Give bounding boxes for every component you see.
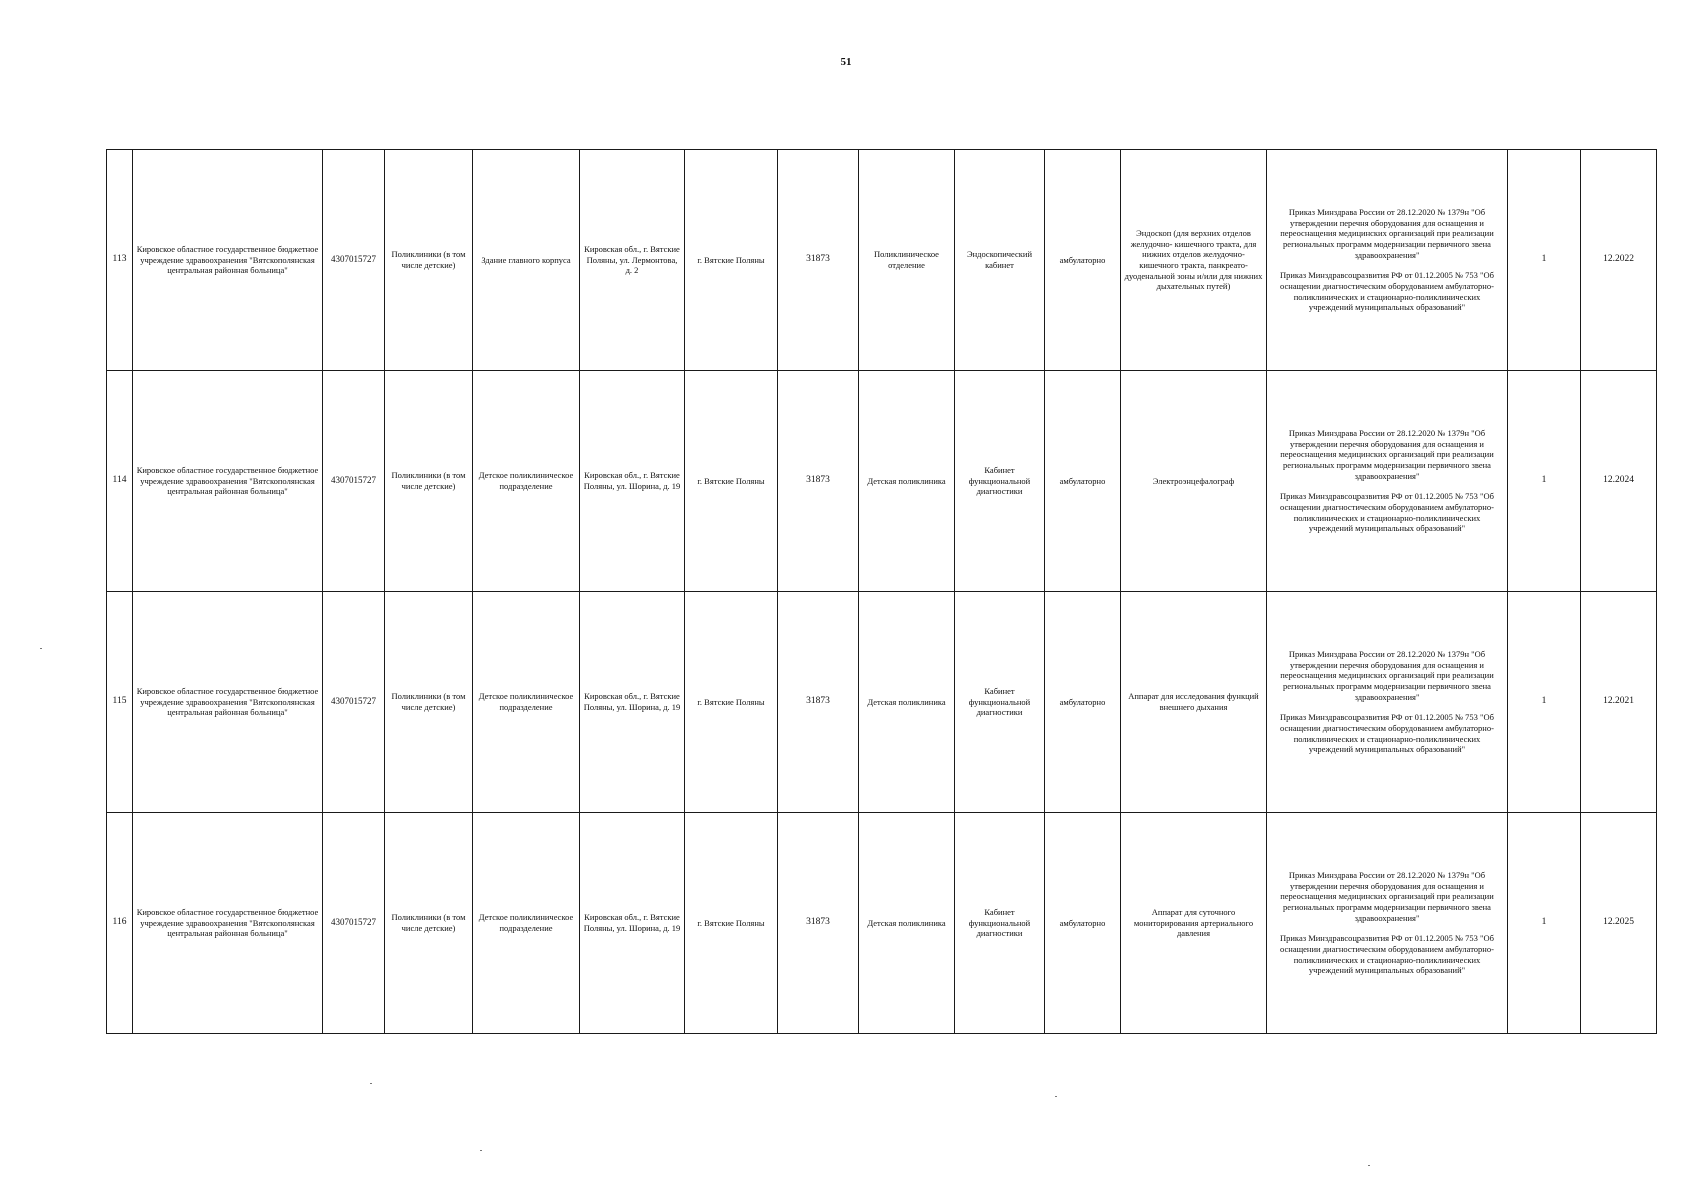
quantity-cell: 1 (1508, 592, 1581, 813)
basis-order-753: Приказ Минздравсоцразвития РФ от 01.12.2005 № 753 "Об оснащении диагностическим оборудованием амбулаторно-поликлинических и стационарно-поликлинических учреждений муниципальных образований" (1280, 712, 1494, 755)
building-cell: Здание главного корпуса (473, 150, 580, 371)
table-row (107, 813, 1657, 1034)
address-cell: Кировская обл., г. Вятские Поляны, ул. Лермонтова, д. 2 (580, 150, 685, 371)
row-number-cell: 115 (107, 592, 133, 813)
scan-speck (40, 648, 42, 649)
cabinet-cell: Кабинет функциональной диагностики (955, 813, 1045, 1034)
scan-speck (1055, 1096, 1057, 1097)
cabinet-cell: Кабинет функциональной диагностики (955, 371, 1045, 592)
organization-cell: Кировское областное государственное бюджетное учреждение здравоохранения "Вятскополянская центральная районная больница" (133, 150, 323, 371)
facility-type-cell: Поликлиники (в том числе детские) (385, 371, 473, 592)
scan-speck (370, 1083, 372, 1084)
basis-order-1379n: Приказ Минздрава России от 28.12.2020 № 1379н "Об утверждении перечня оборудования для оснащения и переоснащения медицинских организаций при реализации региональных программ модернизации первичного звена здравоохранения" (1280, 428, 1494, 481)
legal-basis-cell (1267, 371, 1508, 592)
table-row (107, 150, 1657, 371)
facility-type-cell: Поликлиники (в том числе детские) (385, 592, 473, 813)
basis-order-1379n: Приказ Минздрава России от 28.12.2020 № 1379н "Об утверждении перечня оборудования для оснащения и переоснащения медицинских организаций при реализации региональных программ модернизации первичного звена здравоохранения" (1280, 207, 1494, 260)
care-form-cell: амбулаторно (1045, 150, 1121, 371)
address-cell: Кировская обл., г. Вятские Поляны, ул. Шорина, д. 19 (580, 592, 685, 813)
organization-cell: Кировское областное государственное бюджетное учреждение здравоохранения "Вятскополянская центральная районная больница" (133, 371, 323, 592)
inn-cell: 4307015727 (323, 371, 385, 592)
cabinet-cell: Кабинет функциональной диагностики (955, 592, 1045, 813)
table-row (107, 371, 1657, 592)
building-cell: Детское поликлиническое подразделение (473, 592, 580, 813)
inn-cell: 4307015727 (323, 150, 385, 371)
building-cell: Детское поликлиническое подразделение (473, 813, 580, 1034)
scan-speck (1368, 1165, 1370, 1166)
basis-order-1379n: Приказ Минздрава России от 28.12.2020 № 1379н "Об утверждении перечня оборудования для оснащения и переоснащения медицинских организаций при реализации региональных программ модернизации первичного звена здравоохранения" (1280, 649, 1494, 702)
code-cell: 31873 (778, 592, 859, 813)
quantity-cell: 1 (1508, 813, 1581, 1034)
department-cell: Детская поликлиника (859, 592, 955, 813)
table-row (107, 592, 1657, 813)
code-cell: 31873 (778, 371, 859, 592)
care-form-cell: амбулаторно (1045, 592, 1121, 813)
organization-cell: Кировское областное государственное бюджетное учреждение здравоохранения "Вятскополянская центральная районная больница" (133, 592, 323, 813)
date-cell: 12.2024 (1581, 371, 1657, 592)
department-cell: Детская поликлиника (859, 813, 955, 1034)
cabinet-cell: Эндоскопический кабинет (955, 150, 1045, 371)
date-cell: 12.2025 (1581, 813, 1657, 1034)
inn-cell: 4307015727 (323, 592, 385, 813)
quantity-cell: 1 (1508, 371, 1581, 592)
legal-basis-cell (1267, 813, 1508, 1034)
city-cell: г. Вятские Поляны (685, 150, 778, 371)
basis-order-753: Приказ Минздравсоцразвития РФ от 01.12.2005 № 753 "Об оснащении диагностическим оборудованием амбулаторно-поликлинических и стационарно-поликлинических учреждений муниципальных образований" (1280, 270, 1494, 313)
code-cell: 31873 (778, 813, 859, 1034)
date-cell: 12.2021 (1581, 592, 1657, 813)
care-form-cell: амбулаторно (1045, 371, 1121, 592)
basis-order-1379n: Приказ Минздрава России от 28.12.2020 № 1379н "Об утверждении перечня оборудования для оснащения и переоснащения медицинских организаций при реализации региональных программ модернизации первичного звена здравоохранения" (1280, 870, 1494, 923)
equipment-cell: Электроэнцефалограф (1121, 371, 1267, 592)
date-cell: 12.2022 (1581, 150, 1657, 371)
row-number-cell: 113 (107, 150, 133, 371)
equipment-cell: Аппарат для исследования функций внешнего дыхания (1121, 592, 1267, 813)
basis-order-753: Приказ Минздравсоцразвития РФ от 01.12.2005 № 753 "Об оснащении диагностическим оборудованием амбулаторно-поликлинических и стационарно-поликлинических учреждений муниципальных образований" (1280, 933, 1494, 976)
page-number: 51 (840, 56, 852, 68)
city-cell: г. Вятские Поляны (685, 371, 778, 592)
inn-cell: 4307015727 (323, 813, 385, 1034)
building-cell: Детское поликлиническое подразделение (473, 371, 580, 592)
address-cell: Кировская обл., г. Вятские Поляны, ул. Шорина, д. 19 (580, 813, 685, 1034)
basis-order-753: Приказ Минздравсоцразвития РФ от 01.12.2005 № 753 "Об оснащении диагностическим оборудованием амбулаторно-поликлинических и стационарно-поликлинических учреждений муниципальных образований" (1280, 491, 1494, 534)
department-cell: Поликлиническое отделение (859, 150, 955, 371)
quantity-cell: 1 (1508, 150, 1581, 371)
department-cell: Детская поликлиника (859, 371, 955, 592)
legal-basis-cell (1267, 592, 1508, 813)
equipment-table (106, 149, 1657, 1034)
code-cell: 31873 (778, 150, 859, 371)
equipment-cell: Эндоскоп (для верхних отделов желудочно- кишечного тракта, для нижних отделов желудочно-кишечного тракта, панкреато-дуоденальной зоны и/или для нижних дыхательных путей) (1121, 150, 1267, 371)
city-cell: г. Вятские Поляны (685, 592, 778, 813)
facility-type-cell: Поликлиники (в том числе детские) (385, 813, 473, 1034)
address-cell: Кировская обл., г. Вятские Поляны, ул. Шорина, д. 19 (580, 371, 685, 592)
row-number-cell: 114 (107, 371, 133, 592)
scan-speck (480, 1150, 482, 1151)
city-cell: г. Вятские Поляны (685, 813, 778, 1034)
care-form-cell: амбулаторно (1045, 813, 1121, 1034)
legal-basis-cell (1267, 150, 1508, 371)
organization-cell: Кировское областное государственное бюджетное учреждение здравоохранения "Вятскополянская центральная районная больница" (133, 813, 323, 1034)
row-number-cell: 116 (107, 813, 133, 1034)
equipment-cell: Аппарат для суточного мониторирования артериального давления (1121, 813, 1267, 1034)
facility-type-cell: Поликлиники (в том числе детские) (385, 150, 473, 371)
